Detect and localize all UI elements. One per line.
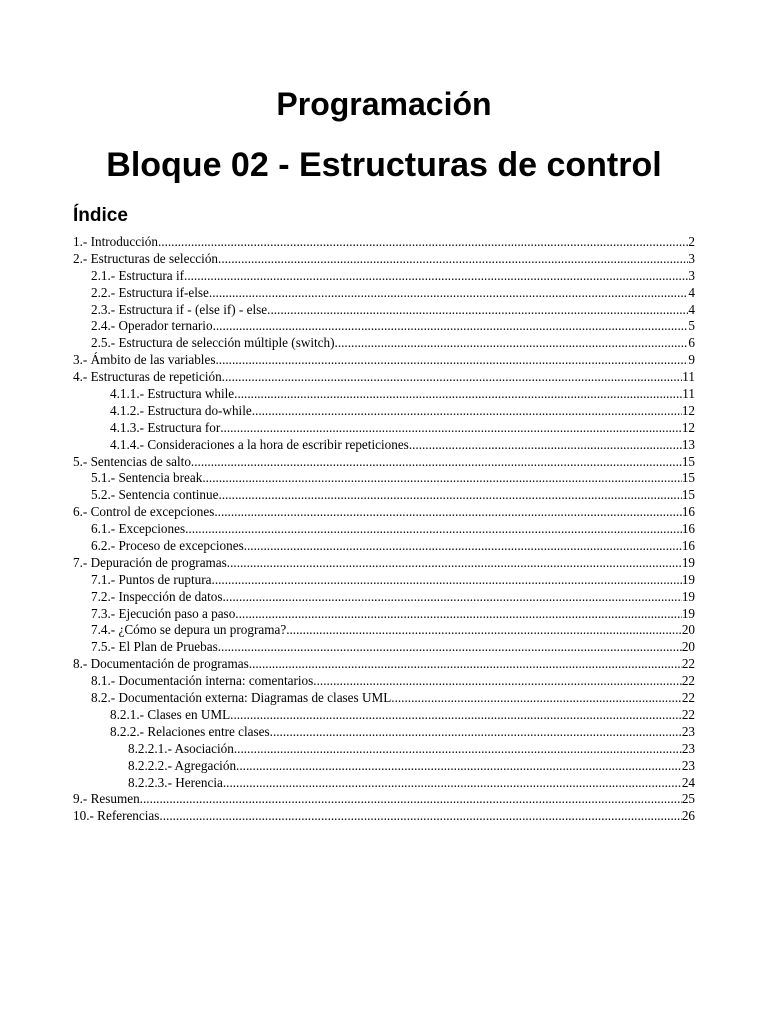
toc-dot-leader bbox=[184, 268, 688, 285]
toc-entry-title: 10.- Referencias bbox=[73, 808, 160, 824]
toc-dot-leader bbox=[209, 285, 688, 302]
toc-entry[interactable] bbox=[73, 572, 695, 589]
toc-entry-page-number: 13 bbox=[681, 436, 695, 452]
toc-dot-leader bbox=[214, 504, 681, 521]
toc-entry-title: 8.2.2.- Relaciones entre clases bbox=[110, 723, 270, 739]
toc-entry-title: 8.2.2.3.- Herencia bbox=[128, 774, 223, 790]
toc-dot-leader bbox=[236, 758, 682, 775]
toc-entry[interactable] bbox=[73, 268, 695, 285]
toc-entry[interactable] bbox=[73, 437, 695, 454]
toc-dot-leader bbox=[244, 538, 682, 555]
toc-entry[interactable] bbox=[73, 622, 695, 639]
toc-entry-page-number: 16 bbox=[681, 504, 695, 520]
toc-entry-page-number: 20 bbox=[681, 639, 695, 655]
toc-dot-leader bbox=[220, 420, 682, 437]
toc-entry-title: 5.2.- Sentencia continue bbox=[91, 487, 219, 503]
toc-dot-leader bbox=[227, 555, 682, 572]
toc-entry-page-number: 11 bbox=[682, 386, 695, 402]
toc-dot-leader bbox=[286, 622, 682, 639]
toc-entry-page-number: 26 bbox=[681, 808, 695, 824]
toc-dot-leader bbox=[218, 487, 681, 504]
toc-entry[interactable] bbox=[73, 386, 695, 403]
table-of-contents bbox=[73, 234, 695, 825]
toc-entry-page-number: 3 bbox=[688, 250, 695, 266]
toc-entry-page-number: 19 bbox=[681, 588, 695, 604]
toc-entry[interactable] bbox=[73, 555, 695, 572]
toc-entry-title: 8.2.- Documentación externa: Diagramas de clases UML bbox=[91, 690, 392, 706]
toc-entry-title: 7.2.- Inspección de datos bbox=[91, 588, 223, 604]
toc-entry-title: 4.1.2.- Estructura do-while bbox=[110, 402, 252, 418]
toc-entry-page-number: 23 bbox=[681, 723, 695, 739]
toc-entry-page-number: 16 bbox=[681, 538, 695, 554]
toc-entry[interactable] bbox=[73, 791, 695, 808]
toc-entry-title: 7.4.- ¿Cómo se depura un programa? bbox=[91, 622, 287, 638]
toc-dot-leader bbox=[409, 437, 682, 454]
toc-dot-leader bbox=[213, 318, 689, 335]
toc-entry-title: 4.1.1.- Estructura while bbox=[110, 386, 235, 402]
toc-dot-leader bbox=[158, 234, 688, 251]
toc-dot-leader bbox=[335, 335, 689, 352]
toc-dot-leader bbox=[222, 589, 681, 606]
toc-entry-page-number: 25 bbox=[681, 791, 695, 807]
toc-entry-title: 8.2.2.1.- Asociación bbox=[128, 740, 234, 756]
toc-entry-title: 2.- Estructuras de selección bbox=[73, 250, 219, 266]
toc-dot-leader bbox=[230, 707, 682, 724]
toc-dot-leader bbox=[234, 741, 682, 758]
toc-entry-title: 2.1.- Estructura if bbox=[91, 267, 185, 283]
toc-entry[interactable] bbox=[73, 318, 695, 335]
toc-entry-page-number: 2 bbox=[688, 234, 695, 249]
toc-entry-title: 6.1.- Excepciones bbox=[91, 521, 186, 537]
toc-entry[interactable] bbox=[73, 335, 695, 352]
toc-entry[interactable] bbox=[73, 639, 695, 656]
toc-entry[interactable] bbox=[73, 470, 695, 487]
toc-entry-title: 2.4.- Operador ternario bbox=[91, 318, 213, 334]
toc-entry-title: 8.1.- Documentación interna: comentarios bbox=[91, 673, 314, 689]
toc-entry-page-number: 22 bbox=[681, 706, 695, 722]
toc-heading: Índice bbox=[73, 205, 128, 226]
toc-entry[interactable] bbox=[73, 741, 695, 758]
toc-entry-page-number: 19 bbox=[681, 554, 695, 570]
toc-entry[interactable] bbox=[73, 454, 695, 471]
toc-entry-title: 5.1.- Sentencia break bbox=[91, 470, 203, 486]
toc-dot-leader bbox=[185, 521, 682, 538]
toc-entry-page-number: 22 bbox=[681, 690, 695, 706]
toc-entry-title: 1.- Introducción bbox=[73, 234, 158, 249]
toc-entry[interactable] bbox=[73, 487, 695, 504]
toc-dot-leader bbox=[218, 639, 682, 656]
toc-entry-title: 6.- Control de excepciones bbox=[73, 504, 215, 520]
toc-entry[interactable] bbox=[73, 707, 695, 724]
toc-dot-leader bbox=[159, 808, 681, 825]
toc-dot-leader bbox=[267, 302, 688, 319]
toc-entry-page-number: 12 bbox=[681, 402, 695, 418]
course-title: Programación bbox=[276, 86, 492, 122]
toc-entry[interactable] bbox=[73, 758, 695, 775]
toc-entry[interactable] bbox=[73, 673, 695, 690]
toc-entry-title: 7.3.- Ejecución paso a paso bbox=[91, 605, 236, 621]
toc-entry-page-number: 5 bbox=[688, 318, 695, 334]
toc-entry[interactable] bbox=[73, 234, 695, 251]
toc-dot-leader bbox=[222, 369, 683, 386]
toc-entry-title: 7.- Depuración de programas bbox=[73, 554, 227, 570]
toc-entry[interactable] bbox=[73, 690, 695, 707]
toc-entry-title: 7.1.- Puntos de ruptura bbox=[91, 571, 212, 587]
toc-dot-leader bbox=[235, 606, 682, 623]
toc-entry[interactable] bbox=[73, 302, 695, 319]
toc-entry-title: 8.2.1.- Clases en UML bbox=[110, 706, 231, 722]
toc-entry-page-number: 16 bbox=[681, 521, 695, 537]
toc-entry-title: 2.5.- Estructura de selección múltiple (switch) bbox=[91, 335, 335, 351]
toc-entry-title: 2.3.- Estructura if - (else if) - else bbox=[91, 301, 268, 317]
toc-entry-page-number: 6 bbox=[688, 335, 695, 351]
toc-dot-leader bbox=[191, 454, 682, 471]
toc-entry[interactable] bbox=[73, 656, 695, 673]
toc-entry-page-number: 24 bbox=[681, 774, 695, 790]
toc-entry-title: 8.- Documentación de programas bbox=[73, 656, 249, 672]
toc-entry-page-number: 19 bbox=[681, 571, 695, 587]
toc-entry-page-number: 9 bbox=[688, 352, 695, 368]
toc-entry-page-number: 23 bbox=[681, 757, 695, 773]
toc-entry-page-number: 22 bbox=[681, 673, 695, 689]
toc-entry[interactable] bbox=[73, 589, 695, 606]
toc-entry[interactable] bbox=[73, 352, 695, 369]
toc-entry-page-number: 3 bbox=[688, 267, 695, 283]
toc-dot-leader bbox=[212, 572, 682, 589]
toc-entry-page-number: 4 bbox=[688, 301, 695, 317]
toc-entry[interactable] bbox=[73, 521, 695, 538]
toc-dot-leader bbox=[313, 673, 682, 690]
toc-dot-leader bbox=[223, 775, 682, 792]
toc-dot-leader bbox=[234, 386, 682, 403]
toc-dot-leader bbox=[215, 352, 688, 369]
toc-entry-title: 9.- Resumen bbox=[73, 791, 140, 807]
toc-entry-page-number: 20 bbox=[681, 622, 695, 638]
toc-entry-page-number: 15 bbox=[681, 487, 695, 503]
toc-entry[interactable] bbox=[73, 808, 695, 825]
toc-dot-leader bbox=[391, 690, 682, 707]
toc-entry-title: 5.- Sentencias de salto bbox=[73, 453, 191, 469]
toc-entry[interactable] bbox=[73, 538, 695, 555]
toc-entry-page-number: 15 bbox=[681, 453, 695, 469]
toc-entry[interactable] bbox=[73, 606, 695, 623]
toc-entry[interactable] bbox=[73, 251, 695, 268]
block-title: Bloque 02 - Estructuras de control bbox=[106, 146, 662, 184]
toc-entry-title: 3.- Ámbito de las variables bbox=[73, 352, 216, 368]
toc-entry-page-number: 4 bbox=[688, 284, 695, 300]
toc-entry[interactable] bbox=[73, 285, 695, 302]
toc-dot-leader bbox=[249, 656, 682, 673]
toc-dot-leader bbox=[140, 791, 682, 808]
toc-entry[interactable] bbox=[73, 369, 695, 386]
toc-entry-title: 4.1.4.- Consideraciones a la hora de escribir repeticiones bbox=[110, 436, 409, 452]
toc-entry-title: 6.2.- Proceso de excepciones bbox=[91, 538, 244, 554]
toc-entry[interactable] bbox=[73, 724, 695, 741]
toc-dot-leader bbox=[202, 470, 681, 487]
toc-entry-page-number: 19 bbox=[681, 605, 695, 621]
toc-entry-page-number: 12 bbox=[681, 419, 695, 435]
toc-entry-page-number: 11 bbox=[682, 369, 695, 385]
toc-dot-leader bbox=[270, 724, 682, 741]
toc-entry[interactable] bbox=[73, 403, 695, 420]
toc-entry[interactable] bbox=[73, 775, 695, 792]
toc-entry-title: 4.- Estructuras de repetición bbox=[73, 369, 222, 385]
toc-entry[interactable] bbox=[73, 420, 695, 437]
toc-entry-page-number: 15 bbox=[681, 470, 695, 486]
toc-dot-leader bbox=[218, 251, 688, 268]
toc-entry-page-number: 23 bbox=[681, 740, 695, 756]
toc-entry-title: 8.2.2.2.- Agregación bbox=[128, 757, 237, 773]
toc-entry-title: 7.5.- El Plan de Pruebas bbox=[91, 639, 218, 655]
toc-entry-title: 2.2.- Estructura if-else bbox=[91, 284, 209, 300]
toc-entry-title: 4.1.3.- Estructura for bbox=[110, 419, 221, 435]
toc-entry[interactable] bbox=[73, 504, 695, 521]
toc-dot-leader bbox=[252, 403, 682, 420]
toc-entry-page-number: 22 bbox=[681, 656, 695, 672]
